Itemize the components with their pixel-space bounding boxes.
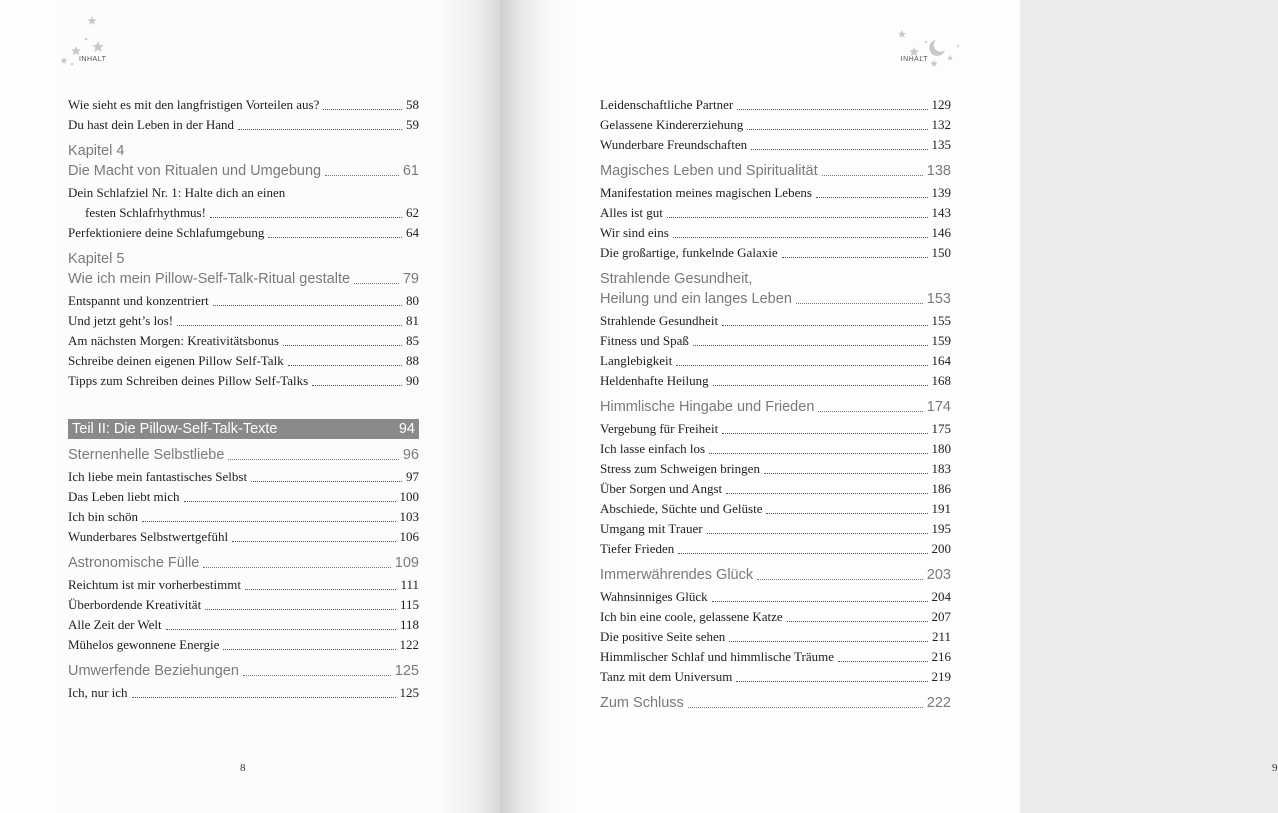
dot-leader [838,661,928,662]
entry-page-number: 135 [931,137,951,152]
chapter-heading-line [600,269,951,289]
entry-page-number: 191 [931,501,951,516]
chapter-label: Strahlende Gesundheit, [600,271,753,287]
dot-leader [223,649,395,650]
entry-page-number: 103 [399,509,419,524]
dot-leader [132,697,396,698]
part-heading [68,419,419,439]
dot-leader [184,501,396,502]
entry-page-number: 90 [406,373,419,388]
entry-title: Reichtum ist mir vorherbestimmt [68,577,241,592]
entry-page-number: 216 [931,649,951,664]
chapter-page-number: 109 [394,555,419,571]
section-heading [600,397,951,417]
toc-entry [68,311,419,331]
dot-leader [205,609,396,610]
toc-entry [600,479,951,499]
dot-leader [747,129,927,130]
entry-page-number: 64 [406,225,419,240]
toc-entry [68,507,419,527]
toc-entry [600,519,951,539]
entry-title: Ich liebe mein fantastisches Selbst [68,469,248,484]
entry-title: Über Sorgen und Angst [600,481,723,496]
chapter-page-number: 96 [402,447,419,463]
chapter-heading-line [68,269,419,289]
left-page [0,0,500,813]
chapter-title: Umwerfende Beziehungen [68,663,239,679]
chapter-heading-line [68,141,419,161]
chapter-heading [68,141,419,181]
entry-title: Tanz mit dem Universum [600,669,733,684]
toc-entry [600,647,951,667]
entry-page-number: 62 [406,205,419,220]
toc-entry [68,95,419,115]
entry-page-number: 175 [931,421,951,436]
entry-title: Und jetzt geht’s los! [68,313,174,328]
dot-leader [312,385,402,386]
dot-leader [676,365,927,366]
entry-title: Langlebigkeit [600,353,673,368]
dot-leader [354,283,399,284]
page-number: 9 [1272,762,1278,774]
dot-leader [722,325,927,326]
entry-page-number: 106 [399,529,419,544]
dot-leader [213,305,402,306]
table-of-contents-left [68,95,419,703]
dot-leader [325,175,399,176]
chapter-heading-line [600,565,951,585]
chapter-heading-line [600,397,951,417]
entry-title: Wunderbares Selbstwertgefühl [68,529,229,544]
entry-title: Himmlischer Schlaf und himmlische Träume [600,649,834,664]
dot-leader [766,513,927,514]
dot-leader [688,707,923,708]
entry-page-number: 129 [931,97,951,112]
dot-leader [693,345,928,346]
dot-leader [166,629,396,630]
toc-entry [68,351,419,371]
entry-title: Ich bin schön [68,509,139,524]
dot-leader [757,579,923,580]
entry-page-number: 146 [931,225,951,240]
entry-title: Tipps zum Schreiben deines Pillow Self-Talks [68,373,309,388]
entry-page-number: 164 [931,353,951,368]
toc-entry [68,527,419,547]
dot-leader [712,601,928,602]
entry-page-number: 118 [399,617,419,632]
chapter-title: Zum Schluss [600,695,684,711]
entry-title: Mühelos gewonnene Energie [68,637,220,652]
entry-page-number: 180 [931,441,951,456]
entry-page-number: 200 [931,541,951,556]
entry-page-number: 132 [931,117,951,132]
toc-entry [600,203,951,223]
toc-entry [68,115,419,135]
entry-page-number: 122 [399,637,419,652]
entry-page-number: 80 [406,293,419,308]
toc-entry [600,331,951,351]
chapter-heading-line [600,161,951,181]
entry-page-number: 219 [931,669,951,684]
entry-page-number: 211 [931,629,951,644]
entry-title: Stress zum Schweigen bringen [600,461,760,476]
entry-title: Am nächsten Morgen: Kreativitätsbonus [68,333,279,348]
entry-title: Alle Zeit der Welt [68,617,162,632]
dot-leader [283,345,402,346]
entry-page-number: 111 [400,577,419,592]
toc-entry [600,243,951,263]
entry-title: Wunderbare Freundschaften [600,137,748,152]
dot-leader [142,521,395,522]
dot-leader [323,109,402,110]
chapter-page-number: 174 [926,399,951,415]
toc-entry [68,291,419,311]
dot-leader [678,553,927,554]
section-heading [600,565,951,585]
entry-title: Leidenschaftliche Partner [600,97,734,112]
chapter-title: Himmlische Hingabe und Frieden [600,399,815,415]
dot-leader [673,237,928,238]
toc-entry [600,135,951,155]
chapter-title: Die Macht von Ritualen und Umgebung [68,163,322,179]
entry-title: Wir sind eins [600,225,669,240]
table-of-contents-right [600,95,951,715]
chapter-page-number: 61 [402,163,419,179]
part-page-number: 94 [398,421,415,437]
dot-leader [709,453,927,454]
toc-entry [600,499,951,519]
entry-title: Entspannt und konzentriert [68,293,209,308]
entry-title: Gelassene Kindererziehung [600,117,744,132]
section-heading [68,553,419,573]
dot-leader [737,109,927,110]
chapter-heading-line [600,693,951,713]
dot-leader [787,621,928,622]
chapter-heading-line [68,553,419,573]
dot-leader [243,675,391,676]
entry-title: Dein Schlafziel Nr. 1: Halte dich an einen [68,185,286,200]
chapter-title: Wie ich mein Pillow-Self-Talk-Ritual gestalte [68,271,351,287]
entry-page-number: 125 [399,685,419,700]
dot-leader [245,589,397,590]
entry-page-number: 183 [931,461,951,476]
section-heading [600,161,951,181]
entry-title: Strahlende Gesundheit [600,313,719,328]
toc-entry [600,351,951,371]
entry-title: Umgang mit Trauer [600,521,703,536]
entry-page-number: 139 [931,185,951,200]
toc-entry [600,115,951,135]
entry-title: Perfektioniere deine Schlafumgebung [68,225,265,240]
entry-page-number: 159 [931,333,951,348]
entry-page-number: 195 [931,521,951,536]
chapter-page-number: 138 [926,163,951,179]
dot-leader [796,303,923,304]
entry-page-number: 204 [931,589,951,604]
entry-page-number: 207 [931,609,951,624]
chapter-page-number: 125 [394,663,419,679]
dot-leader [288,365,402,366]
dot-leader [707,533,928,534]
entry-title: Heldenhafte Heilung [600,373,709,388]
dot-leader [751,149,927,150]
chapter-page-number: 79 [402,271,419,287]
entry-title: Manifestation meines magischen Lebens [600,185,812,200]
toc-entry [68,467,419,487]
entry-title: Das Leben liebt mich [68,489,180,504]
dot-leader [210,217,402,218]
part-title: Teil II: Die Pillow-Self-Talk-Texte [72,421,278,437]
toc-entry [68,203,419,223]
chapter-page-number: 203 [926,567,951,583]
toc-entry [600,311,951,331]
page-number: 8 [240,762,246,774]
dot-leader [251,481,402,482]
toc-entry [600,667,951,687]
toc-entry [68,635,419,655]
toc-entry [600,223,951,243]
chapter-title: Magisches Leben und Spiritualität [600,163,818,179]
toc-entry [68,595,419,615]
dot-leader [822,175,923,176]
dot-leader [726,493,927,494]
entry-title: Wahnsinniges Glück [600,589,708,604]
entry-page-number: 58 [406,97,419,112]
dot-leader [238,129,402,130]
dot-leader [177,325,402,326]
dot-leader [818,411,922,412]
chapter-title: Sternenhelle Selbstliebe [68,447,225,463]
chapter-heading [600,269,951,309]
chapter-label: Kapitel 5 [68,251,125,267]
chapter-label: Kapitel 4 [68,143,125,159]
chapter-title: Astronomische Fülle [68,555,200,571]
entry-title: Du hast dein Leben in der Hand [68,117,235,132]
toc-entry [600,539,951,559]
toc-entry [600,627,951,647]
dot-leader [228,459,398,460]
toc-entry [600,95,951,115]
dot-leader [667,217,928,218]
entry-title: Schreibe deinen eigenen Pillow Self-Talk [68,353,284,368]
chapter-page-number: 222 [926,695,951,711]
chapter-heading-line [68,249,419,269]
entry-title: Tiefer Frieden [600,541,675,556]
toc-entry [600,371,951,391]
entry-page-number: 59 [406,117,419,132]
chapter-heading-line [68,661,419,681]
toc-entry [68,683,419,703]
chapter-heading-line [600,289,951,309]
entry-page-number: 186 [931,481,951,496]
entry-title: Vergebung für Freiheit [600,421,719,436]
toc-entry [600,459,951,479]
toc-entry [600,439,951,459]
dot-leader [268,237,402,238]
dot-leader [729,641,928,642]
dot-leader [764,473,928,474]
toc-entry [600,183,951,203]
entry-page-number: 168 [931,373,951,388]
chapter-title: Immerwährendes Glück [600,567,754,583]
entry-title: Ich bin eine coole, gelassene Katze [600,609,783,624]
chapter-heading [68,249,419,289]
entry-page-number: 115 [399,597,419,612]
toc-entry [68,371,419,391]
dot-leader [232,541,395,542]
toc-entry [600,419,951,439]
running-header: INHALT [900,56,928,63]
toc-entry [68,331,419,351]
toc-entry [68,615,419,635]
entry-title: Die großartige, funkelnde Galaxie [600,245,778,260]
entry-title: Alles ist gut [600,205,663,220]
toc-entry [68,575,419,595]
entry-title: Ich lasse einfach los [600,441,706,456]
toc-entry [68,487,419,507]
dot-leader [713,385,928,386]
toc-entry [600,587,951,607]
entry-page-number: 100 [399,489,419,504]
entry-page-number: 155 [931,313,951,328]
section-heading [600,693,951,713]
entry-page-number: 88 [406,353,419,368]
entry-page-number: 97 [406,469,419,484]
entry-title: Ich, nur ich [68,685,128,700]
dot-leader [203,567,390,568]
entry-title: Wie sieht es mit den langfristigen Vorteilen aus? [68,97,320,112]
entry-page-number: 85 [406,333,419,348]
section-heading [68,445,419,465]
running-header: INHALT [79,56,107,63]
entry-page-number: 143 [931,205,951,220]
chapter-page-number: 153 [926,291,951,307]
entry-title: festen Schlafrhythmus! [85,205,206,220]
dot-leader [816,197,928,198]
entry-title: Fitness und Spaß [600,333,689,348]
chapter-title: Heilung und ein langes Leben [600,291,792,307]
chapter-heading-line [68,161,419,181]
toc-entry [68,183,419,203]
entry-page-number: 150 [931,245,951,260]
dot-leader [722,433,927,434]
toc-entry [600,607,951,627]
chapter-heading-line [68,445,419,465]
section-heading [68,661,419,681]
entry-title: Abschiede, Süchte und Gelüste [600,501,763,516]
entry-title: Die positive Seite sehen [600,629,726,644]
toc-entry [68,223,419,243]
entry-page-number: 81 [406,313,419,328]
entry-title: Überbordende Kreativität [68,597,202,612]
dot-leader [782,257,928,258]
dot-leader [736,681,927,682]
